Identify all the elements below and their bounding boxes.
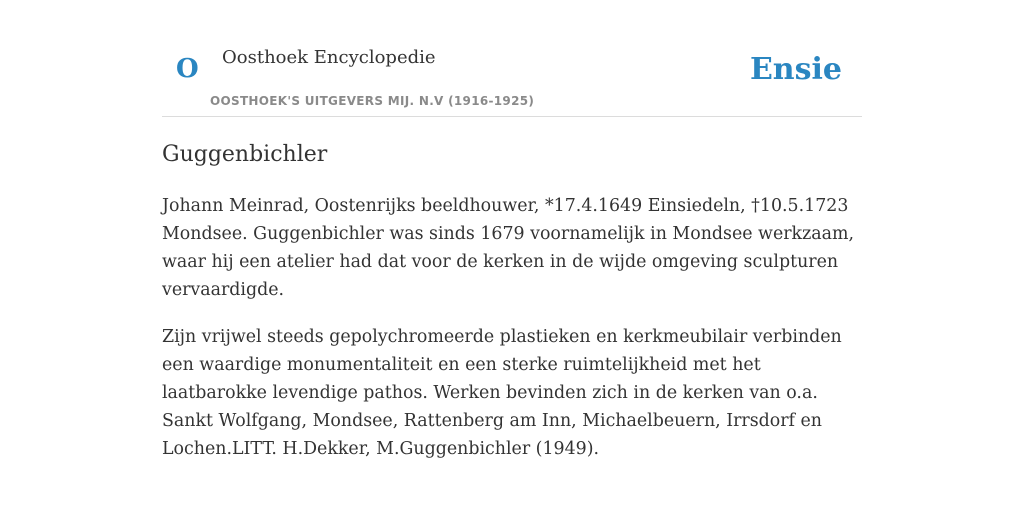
ensie-logo[interactable]: Ensie (749, 52, 842, 87)
site-header (162, 0, 862, 117)
article-paragraph: Zijn vrijwel steeds gepolychromeerde plastieken en kerkmeubilair verbinden een waardige monumentaliteit en een sterke ruimtelijkheid met het laatbarokke levendige pathos. Werken bevinden zich in de kerken van o.a. Sankt Wolfgang, Mondsee, Rattenberg am Inn, Michaelbeuern, Irrsdorf en Lochen.LITT. H.Dekker, M.Guggenbichler (1949). (162, 327, 842, 459)
article-title: Guggenbichler (162, 142, 328, 167)
site-title[interactable]: Oosthoek Encyclopedie (222, 47, 436, 68)
page (162, 0, 862, 459)
logo-icon[interactable]: O (176, 54, 199, 84)
publisher-subtitle: OOSTHOEK'S UITGEVERS MIJ. N.V (1916-1925) (210, 94, 535, 108)
article-paragraph: Johann Meinrad, Oostenrijks beeldhouwer, *17.4.1649 Einsiedeln, †10.5.1723 Mondsee. Guggenbichler was sinds 1679 voornamelijk in Mondsee werkzaam, waar hij een atelier had dat voor de kerken in de wijde omgeving sculpturen vervaardigde. (162, 196, 855, 300)
